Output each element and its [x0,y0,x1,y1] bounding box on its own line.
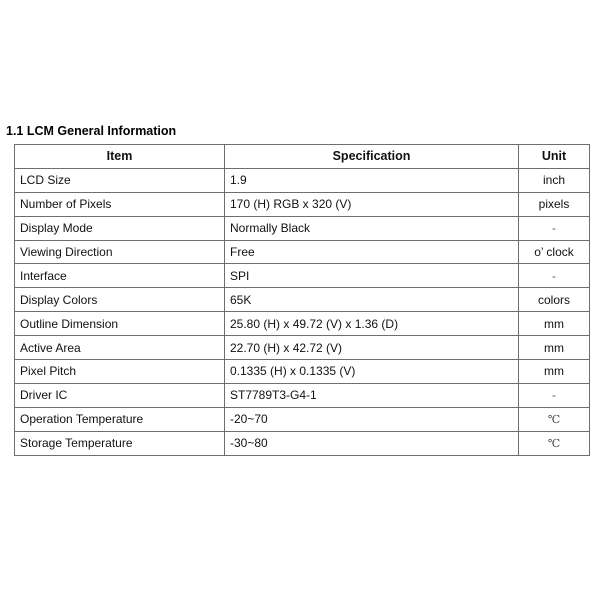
row-item: Number of Pixels [15,192,225,216]
row-unit: ℃ [519,431,590,455]
row-spec: 170 (H) RGB x 320 (V) [225,192,519,216]
table-row [15,192,590,216]
row-unit: o’ clock [519,240,590,264]
row-spec: -30~80 [225,431,519,455]
table-row [15,431,590,455]
table-row [15,216,590,240]
row-spec: Normally Black [225,216,519,240]
table-row [15,240,590,264]
table-row [15,288,590,312]
row-unit: mm [519,312,590,336]
row-unit: - [519,264,590,288]
row-unit: mm [519,336,590,360]
row-spec: Free [225,240,519,264]
table-row [15,336,590,360]
row-item: Storage Temperature [15,431,225,455]
row-spec: SPI [225,264,519,288]
row-spec: 65K [225,288,519,312]
row-unit: mm [519,360,590,384]
row-item: LCD Size [15,168,225,192]
row-unit: - [519,216,590,240]
row-item: Display Mode [15,216,225,240]
row-spec: 22.70 (H) x 42.72 (V) [225,336,519,360]
row-spec: 1.9 [225,168,519,192]
table-row [15,383,590,407]
table-row [15,264,590,288]
row-item: Interface [15,264,225,288]
row-unit: ℃ [519,407,590,431]
row-item: Pixel Pitch [15,360,225,384]
row-unit: - [519,383,590,407]
row-item: Viewing Direction [15,240,225,264]
table-row [15,168,590,192]
row-item: Driver IC [15,383,225,407]
row-item: Display Colors [15,288,225,312]
row-unit: pixels [519,192,590,216]
row-item: Active Area [15,336,225,360]
row-item: Operation Temperature [15,407,225,431]
table-header-row [15,145,590,169]
row-spec: 0.1335 (H) x 0.1335 (V) [225,360,519,384]
row-spec: ST7789T3-G4-1 [225,383,519,407]
header-unit: Unit [519,145,590,169]
row-spec: 25.80 (H) x 49.72 (V) x 1.36 (D) [225,312,519,336]
row-spec: -20~70 [225,407,519,431]
table-row [15,312,590,336]
header-item: Item [15,145,225,169]
table-row [15,407,590,431]
section-title: 1.1 LCM General Information [6,124,177,138]
row-unit: colors [519,288,590,312]
row-item: Outline Dimension [15,312,225,336]
lcm-spec-table [14,144,590,456]
row-unit: inch [519,168,590,192]
header-specification: Specification [225,145,519,169]
table-row [15,360,590,384]
